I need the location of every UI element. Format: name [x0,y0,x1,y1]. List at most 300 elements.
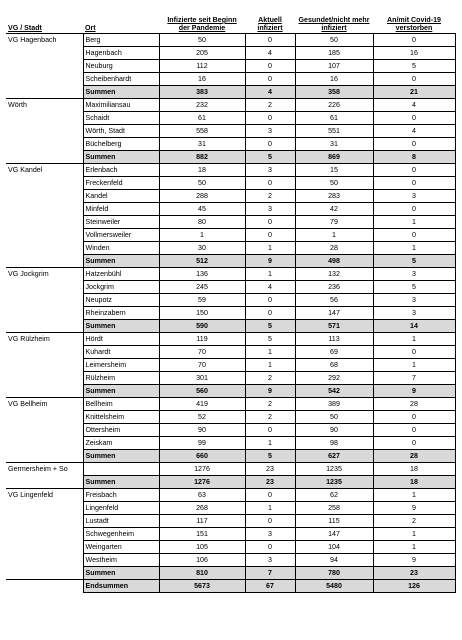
vg-empty-cell [6,125,83,138]
aktuell-cell: 2 [245,372,295,385]
table-row [6,398,455,411]
vg-empty-cell [6,151,83,164]
aktuell-cell: 1 [245,359,295,372]
vg-empty-cell [6,554,83,567]
infizierte-cell: 205 [159,47,245,60]
infizierte-cell: 419 [159,398,245,411]
verstorben-cell: 1 [373,333,455,346]
infizierte-cell: 59 [159,294,245,307]
sum-infizierte-cell: 383 [159,86,245,99]
vg-empty-cell [6,73,83,86]
gesundet-cell: 115 [295,515,373,528]
gesundet-cell: 42 [295,203,373,216]
gesundet-cell: 28 [295,242,373,255]
sum-label: Summen [83,476,159,489]
sum-label: Summen [83,151,159,164]
ort-cell: Knittelsheim [83,411,159,424]
ort-cell: Leimersheim [83,359,159,372]
vg-empty-cell [6,138,83,151]
ort-cell: Erlenbach [83,164,159,177]
infizierte-cell: 70 [159,346,245,359]
sum-row [6,151,455,164]
table-row [6,268,455,281]
ort-cell: Steinweiler [83,216,159,229]
vg-name-cell: Wörth [6,99,83,112]
table-row [6,99,455,112]
gesundet-cell: 50 [295,177,373,190]
aktuell-cell: 0 [245,424,295,437]
gesundet-cell: 90 [295,424,373,437]
aktuell-cell: 4 [245,281,295,294]
table-row [6,515,455,528]
header-aktuell-infiziert: Aktuell infiziert [245,10,295,34]
verstorben-cell: 1 [373,528,455,541]
ort-cell: Rheinzabern [83,307,159,320]
gesundet-cell: 113 [295,333,373,346]
vg-empty-cell [6,528,83,541]
infizierte-cell: 105 [159,541,245,554]
table-row [6,34,455,47]
verstorben-cell: 3 [373,268,455,281]
infizierte-cell: 1276 [159,463,245,476]
gesundet-cell: 94 [295,554,373,567]
infizierte-cell: 61 [159,112,245,125]
aktuell-cell: 1 [245,437,295,450]
aktuell-cell: 0 [245,515,295,528]
verstorben-cell: 1 [373,242,455,255]
aktuell-cell: 2 [245,190,295,203]
verstorben-cell: 0 [373,112,455,125]
table-row [6,528,455,541]
gesundet-cell: 15 [295,164,373,177]
aktuell-cell: 1 [245,268,295,281]
gesundet-cell: 98 [295,437,373,450]
verstorben-cell: 3 [373,190,455,203]
aktuell-cell: 2 [245,411,295,424]
verstorben-cell: 0 [373,229,455,242]
sum-row [6,476,455,489]
verstorben-cell: 4 [373,125,455,138]
total-aktuell-cell: 67 [245,580,295,593]
aktuell-cell: 0 [245,229,295,242]
gesundet-cell: 79 [295,216,373,229]
table-row [6,411,455,424]
ort-cell: Lingenfeld [83,502,159,515]
header-row [6,10,455,34]
gesundet-cell: 69 [295,346,373,359]
header-vg-stadt: VG / Stadt [6,10,83,34]
total-row [6,580,455,593]
ort-cell: Freckenfeld [83,177,159,190]
aktuell-cell: 0 [245,489,295,502]
ort-cell: Kuhardt [83,346,159,359]
verstorben-cell: 0 [373,177,455,190]
table-row [6,541,455,554]
infizierte-cell: 30 [159,242,245,255]
infizierte-cell: 16 [159,73,245,86]
sum-verstorben-cell: 14 [373,320,455,333]
aktuell-cell: 1 [245,242,295,255]
infizierte-cell: 63 [159,489,245,502]
sum-label: Summen [83,320,159,333]
vg-empty-cell [6,320,83,333]
vg-empty-cell [6,177,83,190]
gesundet-cell: 56 [295,294,373,307]
header-ort: Ort [83,10,159,34]
gesundet-cell: 551 [295,125,373,138]
verstorben-cell: 9 [373,502,455,515]
ort-cell: Rülzheim [83,372,159,385]
table-row [6,502,455,515]
infizierte-cell: 90 [159,424,245,437]
ort-cell: Wörth, Stadt [83,125,159,138]
verstorben-cell: 0 [373,411,455,424]
ort-cell: Maximiliansau [83,99,159,112]
table-row [6,346,455,359]
verstorben-cell: 28 [373,398,455,411]
sum-row [6,86,455,99]
sum-label: Summen [83,450,159,463]
verstorben-cell: 4 [373,99,455,112]
aktuell-cell: 0 [245,112,295,125]
infizierte-cell: 45 [159,203,245,216]
vg-empty-cell [6,255,83,268]
verstorben-cell: 0 [373,164,455,177]
sum-label: Summen [83,567,159,580]
vg-empty-cell [6,372,83,385]
total-infizierte-cell: 5673 [159,580,245,593]
infizierte-cell: 151 [159,528,245,541]
vg-empty-cell [6,307,83,320]
infizierte-cell: 268 [159,502,245,515]
infizierte-cell: 1 [159,229,245,242]
sum-verstorben-cell: 21 [373,86,455,99]
sum-aktuell-cell: 5 [245,151,295,164]
vg-empty-cell [6,203,83,216]
vg-empty-cell [6,476,83,489]
ort-cell: Minfeld [83,203,159,216]
verstorben-cell: 0 [373,437,455,450]
verstorben-cell: 5 [373,281,455,294]
vg-empty-cell [6,385,83,398]
table-row [6,125,455,138]
vg-name-cell: VG Hagenbach [6,34,83,47]
ort-cell: Weingarten [83,541,159,554]
vg-empty-cell [6,541,83,554]
sum-row [6,255,455,268]
sum-aktuell-cell: 7 [245,567,295,580]
verstorben-cell: 0 [373,203,455,216]
aktuell-cell: 0 [245,307,295,320]
table-row [6,216,455,229]
table-row [6,489,455,502]
infizierte-cell: 106 [159,554,245,567]
sum-row [6,450,455,463]
vg-empty-cell [6,450,83,463]
ort-cell: Westheim [83,554,159,567]
sum-gesundet-cell: 358 [295,86,373,99]
gesundet-cell: 50 [295,34,373,47]
vg-empty-cell [6,359,83,372]
ort-cell: Schwegenheim [83,528,159,541]
aktuell-cell: 0 [245,34,295,47]
header-gesundet: Gesundet/nicht mehr infiziert [295,10,373,34]
ort-cell: Schaidt [83,112,159,125]
ort-cell: Freisbach [83,489,159,502]
ort-cell: Hördt [83,333,159,346]
table-row [6,242,455,255]
sum-infizierte-cell: 560 [159,385,245,398]
sum-infizierte-cell: 590 [159,320,245,333]
verstorben-cell: 0 [373,34,455,47]
ort-cell: Berg [83,34,159,47]
sum-verstorben-cell: 9 [373,385,455,398]
vg-empty-cell [6,112,83,125]
infizierte-cell: 301 [159,372,245,385]
sum-gesundet-cell: 869 [295,151,373,164]
aktuell-cell: 0 [245,541,295,554]
ort-cell: Kandel [83,190,159,203]
verstorben-cell: 5 [373,60,455,73]
gesundet-cell: 50 [295,411,373,424]
table-row [6,463,455,476]
total-gesundet-cell: 5480 [295,580,373,593]
vg-empty-cell [6,86,83,99]
aktuell-cell: 0 [245,294,295,307]
sum-verstorben-cell: 23 [373,567,455,580]
vg-name-cell: VG Bellheim [6,398,83,411]
ort-cell: Bellheim [83,398,159,411]
infizierte-cell: 70 [159,359,245,372]
ort-cell: Jockgrim [83,281,159,294]
ort-cell: Zeiskam [83,437,159,450]
vg-empty-cell [6,190,83,203]
vg-name-cell: VG Jockgrim [6,268,83,281]
sum-aktuell-cell: 9 [245,255,295,268]
header-verstorben: An/mit Covid-19 verstorben [373,10,455,34]
vg-empty-cell [6,502,83,515]
aktuell-cell: 3 [245,554,295,567]
vg-empty-cell [6,216,83,229]
sum-infizierte-cell: 512 [159,255,245,268]
vg-empty-cell [6,424,83,437]
ort-cell: Vollmersweiler [83,229,159,242]
verstorben-cell: 0 [373,346,455,359]
table-row [6,177,455,190]
vg-empty-cell [6,60,83,73]
vg-name-cell: VG Rülzheim [6,333,83,346]
sum-row [6,567,455,580]
infizierte-cell: 558 [159,125,245,138]
aktuell-cell: 1 [245,502,295,515]
gesundet-cell: 132 [295,268,373,281]
infizierte-cell: 288 [159,190,245,203]
verstorben-cell: 1 [373,489,455,502]
aktuell-cell: 0 [245,60,295,73]
aktuell-cell: 0 [245,73,295,86]
verstorben-cell: 0 [373,424,455,437]
infizierte-cell: 80 [159,216,245,229]
aktuell-cell: 1 [245,346,295,359]
sum-aktuell-cell: 9 [245,385,295,398]
gesundet-cell: 226 [295,99,373,112]
verstorben-cell: 2 [373,515,455,528]
table-row [6,437,455,450]
table-row [6,60,455,73]
sum-gesundet-cell: 1235 [295,476,373,489]
sum-aktuell-cell: 5 [245,320,295,333]
sum-aktuell-cell: 4 [245,86,295,99]
ort-cell [83,463,159,476]
table-header [6,10,455,34]
vg-empty-cell [6,411,83,424]
verstorben-cell: 16 [373,47,455,60]
vg-empty-cell [6,346,83,359]
infizierte-cell: 50 [159,34,245,47]
gesundet-cell: 68 [295,359,373,372]
sum-gesundet-cell: 498 [295,255,373,268]
aktuell-cell: 4 [245,47,295,60]
header-infizierte: Infizierte seit Beginn der Pandemie [159,10,245,34]
ort-cell: Neupotz [83,294,159,307]
sum-verstorben-cell: 5 [373,255,455,268]
sum-verstorben-cell: 18 [373,476,455,489]
verstorben-cell: 3 [373,307,455,320]
sum-gesundet-cell: 780 [295,567,373,580]
infizierte-cell: 150 [159,307,245,320]
vg-empty-cell [6,437,83,450]
table-row [6,190,455,203]
total-verstorben-cell: 126 [373,580,455,593]
sum-verstorben-cell: 8 [373,151,455,164]
gesundet-cell: 236 [295,281,373,294]
gesundet-cell: 283 [295,190,373,203]
table-row [6,359,455,372]
table-row [6,203,455,216]
verstorben-cell: 3 [373,294,455,307]
sum-gesundet-cell: 627 [295,450,373,463]
vg-empty-cell [6,47,83,60]
aktuell-cell: 0 [245,216,295,229]
verstorben-cell: 1 [373,216,455,229]
sum-label: Summen [83,255,159,268]
table-row [6,307,455,320]
gesundet-cell: 62 [295,489,373,502]
verstorben-cell: 18 [373,463,455,476]
verstorben-cell: 1 [373,541,455,554]
gesundet-cell: 31 [295,138,373,151]
sum-label: Summen [83,385,159,398]
table-row [6,138,455,151]
ort-cell: Lustadt [83,515,159,528]
gesundet-cell: 147 [295,528,373,541]
gesundet-cell: 1 [295,229,373,242]
infizierte-cell: 50 [159,177,245,190]
infizierte-cell: 117 [159,515,245,528]
vg-name-cell: VG Kandel [6,164,83,177]
table-row [6,47,455,60]
aktuell-cell: 2 [245,99,295,112]
verstorben-cell: 1 [373,359,455,372]
table-row [6,164,455,177]
aktuell-cell: 3 [245,528,295,541]
verstorben-cell: 0 [373,138,455,151]
infizierte-cell: 232 [159,99,245,112]
infizierte-cell: 52 [159,411,245,424]
gesundet-cell: 61 [295,112,373,125]
sum-infizierte-cell: 660 [159,450,245,463]
verstorben-cell: 9 [373,554,455,567]
table-row [6,73,455,86]
total-label: Endsummen [83,580,159,593]
infizierte-cell: 136 [159,268,245,281]
ort-cell: Scheibenhardt [83,73,159,86]
table-row [6,112,455,125]
sum-label: Summen [83,86,159,99]
ort-cell: Ottersheim [83,424,159,437]
gesundet-cell: 258 [295,502,373,515]
ort-cell: Winden [83,242,159,255]
verstorben-cell: 0 [373,73,455,86]
vg-empty-cell [6,294,83,307]
sum-gesundet-cell: 571 [295,320,373,333]
ort-cell: Hatzenbühl [83,268,159,281]
vg-name-cell: Germersheim + So [6,463,83,476]
aktuell-cell: 5 [245,333,295,346]
table-row [6,372,455,385]
gesundet-cell: 16 [295,73,373,86]
vg-empty-cell [6,281,83,294]
table-row [6,294,455,307]
sum-gesundet-cell: 542 [295,385,373,398]
infizierte-cell: 245 [159,281,245,294]
table-row [6,333,455,346]
aktuell-cell: 0 [245,177,295,190]
gesundet-cell: 292 [295,372,373,385]
vg-empty-cell [6,242,83,255]
sum-aktuell-cell: 5 [245,450,295,463]
vg-empty-cell [6,515,83,528]
sum-verstorben-cell: 28 [373,450,455,463]
aktuell-cell: 23 [245,463,295,476]
gesundet-cell: 389 [295,398,373,411]
gesundet-cell: 185 [295,47,373,60]
table-body [6,34,455,593]
sum-row [6,320,455,333]
table-row [6,424,455,437]
sum-infizierte-cell: 1276 [159,476,245,489]
aktuell-cell: 2 [245,398,295,411]
infizierte-cell: 119 [159,333,245,346]
aktuell-cell: 3 [245,125,295,138]
infizierte-cell: 99 [159,437,245,450]
aktuell-cell: 3 [245,164,295,177]
sum-infizierte-cell: 810 [159,567,245,580]
vg-empty-cell [6,567,83,580]
sum-infizierte-cell: 882 [159,151,245,164]
covid-statistics-table [6,10,456,593]
table-row [6,281,455,294]
gesundet-cell: 107 [295,60,373,73]
sum-aktuell-cell: 23 [245,476,295,489]
table-row [6,229,455,242]
sum-row [6,385,455,398]
ort-cell: Hagenbach [83,47,159,60]
infizierte-cell: 31 [159,138,245,151]
infizierte-cell: 18 [159,164,245,177]
ort-cell: Neuburg [83,60,159,73]
infizierte-cell: 112 [159,60,245,73]
